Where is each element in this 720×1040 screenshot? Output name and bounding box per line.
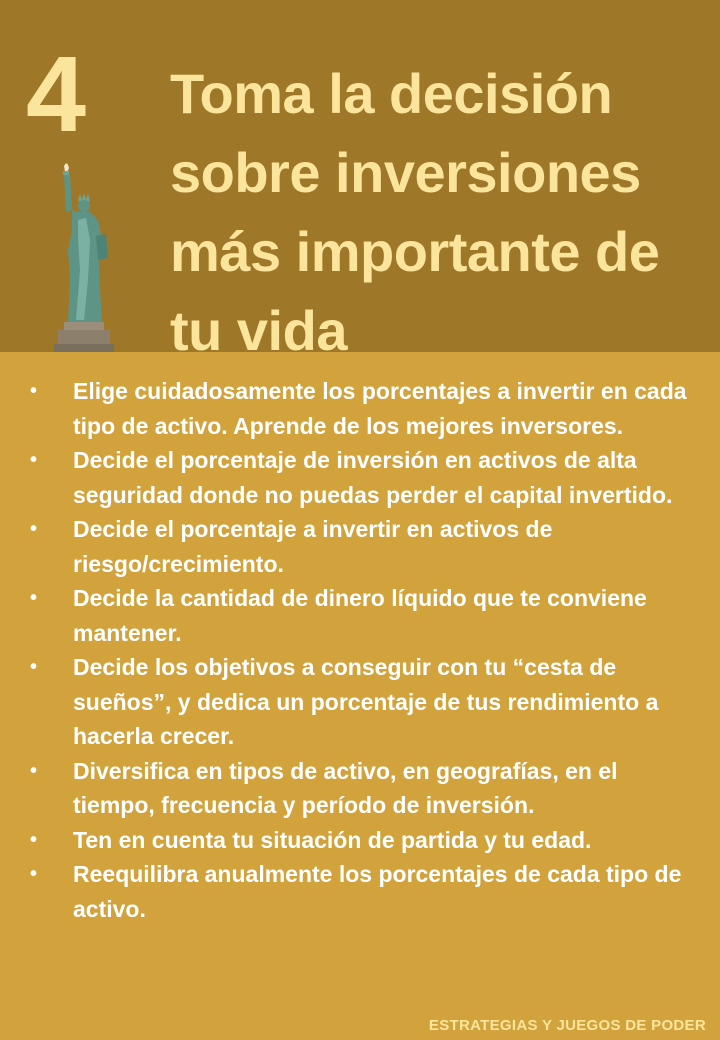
bullet-dot: • [30, 587, 38, 609]
footer-brand: ESTRATEGIAS Y JUEGOS DE PODER [428, 1017, 706, 1034]
bullet-list [0, 374, 720, 926]
list-item-text: Ten en cuenta tu situación de partida y tu edad. [73, 826, 592, 853]
list-item-text: Elige cuidadosamente los porcentajes a invertir en cada tipo de activo. Aprende de los mejores inversores. [73, 378, 687, 439]
list-item-text: Decide el porcentaje a invertir en activos de riesgo/crecimiento. [73, 516, 553, 577]
bullet-dot: • [30, 380, 38, 402]
list-item [0, 374, 720, 443]
section-number: 4 [26, 33, 87, 154]
list-item [0, 443, 720, 512]
bullet-dot: • [30, 449, 38, 471]
bullet-dot: • [30, 828, 38, 851]
content-area [0, 352, 720, 1040]
list-item [0, 581, 720, 650]
list-item [0, 650, 720, 754]
list-item [0, 512, 720, 581]
list-item-text: Decide la cantidad de dinero líquido que te conviene mantener. [73, 585, 647, 646]
bullet-dot: • [30, 518, 38, 540]
list-item-text: Diversifica en tipos de activo, en geografías, en el tiempo, frecuencia y período de inversión. [73, 757, 618, 818]
list-item-text: Decide los objetivos a conseguir con tu “cesta de sueños”, y dedica un porcentaje de tus rendimiento a hacerla crecer. [73, 654, 659, 749]
bullet-dot: • [30, 863, 38, 885]
page-title: Toma la decisión sobre inversiones más importante de tu vida [170, 62, 660, 362]
bullet-dot: • [30, 759, 38, 782]
list-item [0, 857, 720, 926]
list-item-text: Decide el porcentaje de inversión en activos de alta seguridad donde no puedas perder el capital invertido. [73, 447, 673, 508]
list-item [0, 754, 720, 823]
bullet-dot: • [30, 656, 38, 678]
list-item-text: Reequilibra anualmente los porcentajes de cada tipo de activo. [73, 861, 682, 922]
statue-of-liberty-icon [44, 160, 124, 352]
list-item [0, 823, 720, 858]
header-band [0, 0, 720, 362]
